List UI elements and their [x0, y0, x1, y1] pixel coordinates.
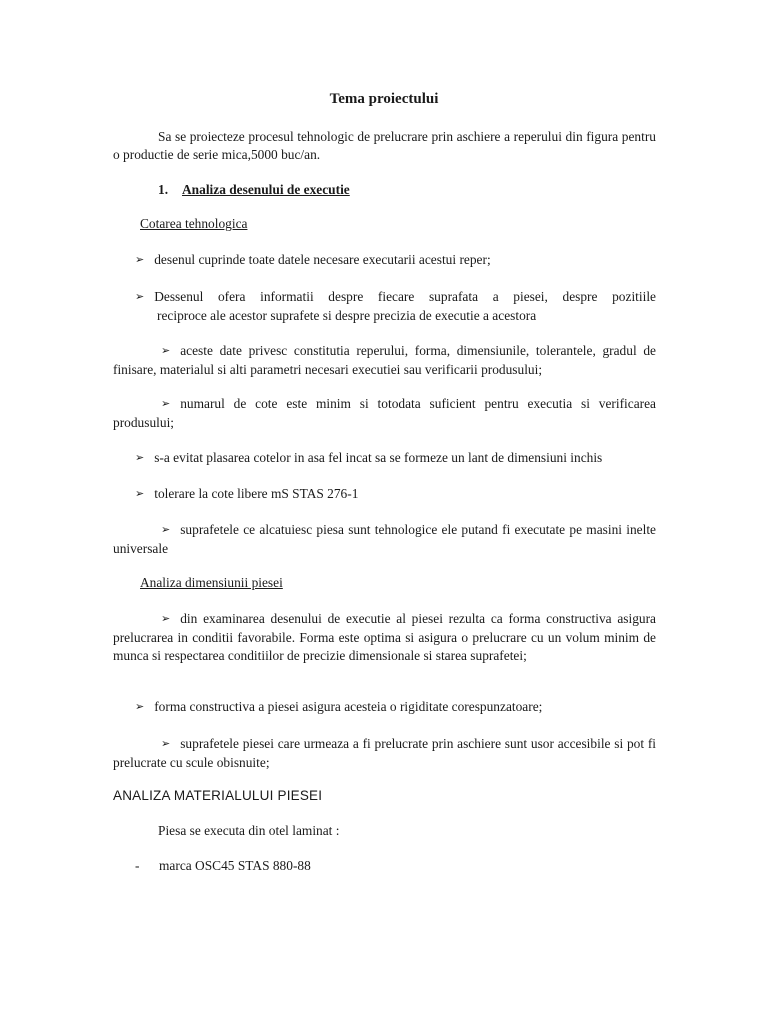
- arrow-bullet-icon: ➢: [135, 253, 145, 266]
- list-item: [113, 521, 656, 558]
- list-item-text: marca OSC45 STAS 880-88: [159, 858, 311, 873]
- section-number: 1.: [158, 182, 169, 197]
- dash-marker: -: [135, 858, 140, 873]
- section-title: Analiza desenului de executie: [182, 182, 350, 197]
- list-item-text: suprafetele ce alcatuiesc piesa sunt tehnologice ele putand fi executate pe masini inelte universale: [113, 522, 656, 557]
- list-item-text: Dessenul ofera informatii despre fiecare suprafata a piesei, despre pozitiile: [154, 289, 656, 304]
- list-item-text: aceste date privesc constitutia reperului, forma, dimensiunile, tolerantele, gradul de finisare, materialul si alti parametri necesari executiei sau verificarii produsului;: [113, 343, 656, 378]
- list-item: [135, 698, 656, 717]
- arrow-bullet-icon: ➢: [135, 290, 145, 303]
- arrow-bullet-icon: ➢: [161, 344, 171, 357]
- material-intro: Piesa se executa din otel laminat :: [158, 823, 340, 838]
- list-item: [113, 610, 656, 666]
- list-item-continuation: reciproce ale acestor suprafete si despre precizia de executie a acestora: [157, 308, 537, 324]
- list-item-text: numarul de cote este minim si totodata suficient pentru executia si verificarea produsului;: [113, 396, 656, 431]
- arrow-bullet-icon: ➢: [135, 487, 145, 500]
- arrow-bullet-icon: ➢: [161, 523, 171, 536]
- list-item: [113, 395, 656, 432]
- subsection-analiza: Analiza dimensiunii piesei: [140, 575, 283, 590]
- arrow-bullet-icon: ➢: [161, 612, 171, 625]
- list-item-text: forma constructiva a piesei asigura acesteia o rigiditate corespunzatoare;: [154, 699, 543, 714]
- list-item: [113, 342, 656, 379]
- arrow-bullet-icon: ➢: [135, 700, 145, 713]
- list-item-text: s-a evitat plasarea cotelor in asa fel incat sa se formeze un lant de dimensiuni inchis: [154, 450, 603, 465]
- list-item: [135, 857, 311, 875]
- list-item: [113, 735, 656, 772]
- section-heading: [158, 181, 350, 199]
- list-item: [135, 449, 656, 468]
- arrow-bullet-icon: ➢: [135, 451, 145, 464]
- subsection-cotarea: Cotarea tehnologica: [140, 216, 248, 231]
- list-item: [135, 251, 656, 270]
- intro-paragraph: Sa se proiecteze procesul tehnologic de prelucrare prin aschiere a reperului din figura pentru o productie de serie mica,5000 buc/an.: [113, 129, 656, 163]
- list-item-text: suprafetele piesei care urmeaza a fi prelucrate prin aschiere sunt usor accesibile si pot fi prelucrate cu scule obisnuite;: [113, 736, 656, 771]
- list-item-text: tolerare la cote libere mS STAS 276-1: [154, 486, 359, 501]
- list-item-text: desenul cuprinde toate datele necesare executarii acestui reper;: [154, 252, 491, 267]
- material-heading: ANALIZA MATERIALULUI PIESEI: [113, 788, 323, 803]
- document-title: Tema proiectului: [329, 91, 439, 107]
- list-item-text: din examinarea desenului de executie al piesei rezulta ca forma constructiva asigura prelucrarea in conditii favorabile. Forma este optima si asigura o prelucrare cu un volum minim de munca si respectarea conditiilor de precizie dimensionale si starea suprafetei;: [113, 611, 656, 664]
- arrow-bullet-icon: ➢: [161, 737, 171, 750]
- list-item: [135, 288, 656, 325]
- list-item: [135, 485, 656, 504]
- arrow-bullet-icon: ➢: [161, 397, 171, 410]
